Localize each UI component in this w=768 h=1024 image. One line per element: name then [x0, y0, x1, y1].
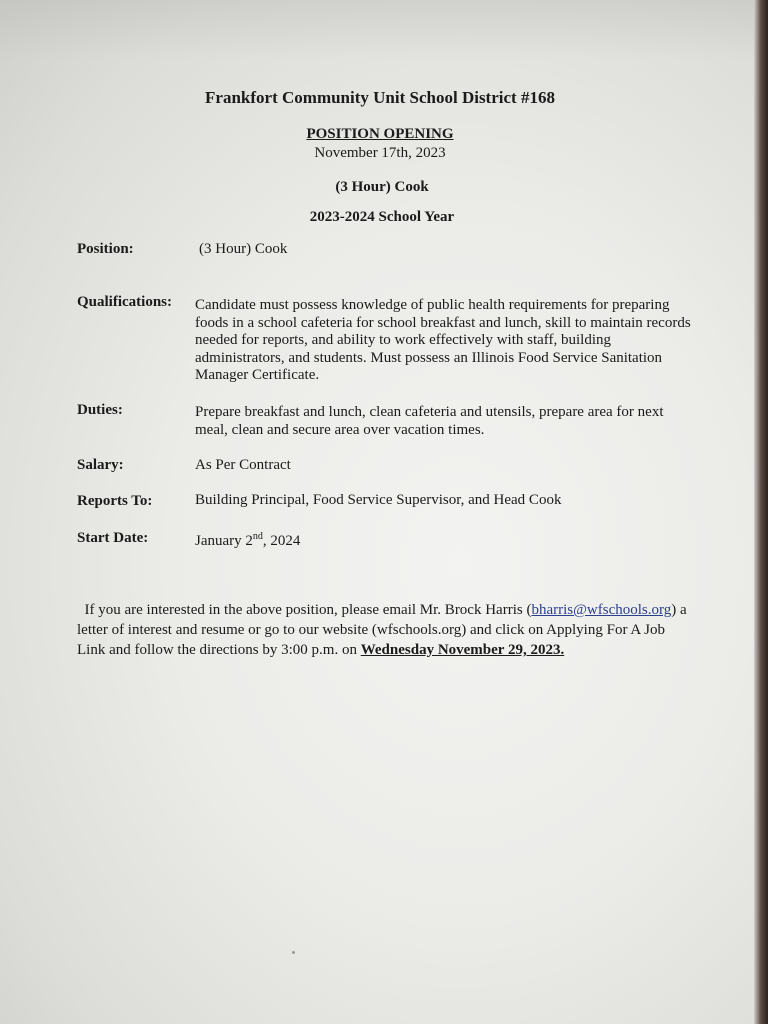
start-date-ordinal: nd	[252, 531, 263, 542]
start-date-value	[195, 528, 695, 551]
paper-speck	[292, 951, 295, 954]
position-value: (3 Hour) Cook	[199, 241, 288, 257]
start-date-label: Start Date:	[77, 530, 149, 546]
duties-label: Duties:	[77, 402, 123, 418]
salary-value: As Per Contract	[195, 457, 291, 473]
application-instructions	[77, 600, 689, 660]
position-opening-title: POSITION OPENING	[306, 126, 454, 142]
district-name: Frankfort Community Unit School District #168	[205, 88, 555, 107]
reports-to-label: Reports To:	[77, 493, 153, 509]
qualifications-label: Qualifications:	[77, 294, 173, 310]
duties-value: Prepare breakfast and lunch, clean cafeteria and utensils, prepare area for next meal, clean and secure area over vacation times.	[195, 404, 664, 438]
start-date-prefix: January 2	[195, 533, 253, 549]
school-year: 2023-2024 School Year	[309, 209, 455, 225]
email-link[interactable]: bharris@wfschools.org	[531, 602, 672, 618]
instructions-text-after: ) a letter of interest and resume or go to our website (wfschools.org) and click on Applying For A Job Link and follow the directions by 3:00 p.m. on	[77, 602, 687, 658]
qualifications-value: Candidate must possess knowledge of public health requirements for preparing foods in a school cafeteria for school breakfast and lunch, skill to maintain records needed for reports, and ability to work effectively with staff, building administrators, and students. Must possess an Illinois Food Service Sanitation Manager Certificate.	[195, 297, 691, 383]
posting-date: November 17th, 2023	[314, 145, 446, 161]
position-label: Position:	[77, 241, 134, 257]
application-deadline: Wednesday November 29, 2023.	[360, 642, 565, 658]
reports-to-value: Building Principal, Food Service Supervisor, and Head Cook	[195, 492, 562, 508]
salary-label: Salary:	[77, 457, 124, 473]
start-date-suffix: , 2024	[262, 533, 301, 549]
role-title: (3 Hour) Cook	[335, 179, 429, 195]
instructions-text-before: If you are interested in the above position, please email Mr. Brock Harris (	[84, 602, 532, 618]
